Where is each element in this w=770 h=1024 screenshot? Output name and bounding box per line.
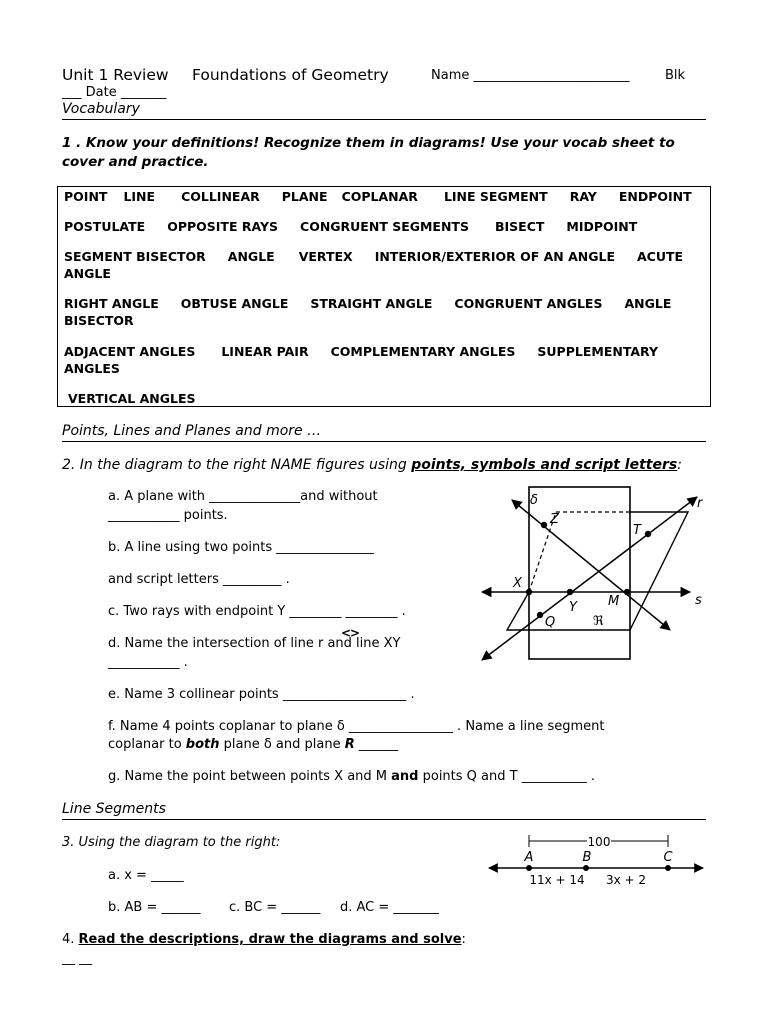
divider [62, 441, 706, 442]
q3-d: d. AC = _______ [340, 900, 439, 915]
label-r: r [697, 496, 703, 511]
q2-g-text: points Q and T __________ . [418, 769, 595, 784]
q2-g-and: and [391, 769, 419, 784]
label-q: Q [545, 615, 556, 630]
q2-b-line1: b. A line using two points _______________ [108, 540, 374, 555]
line-through-m [512, 500, 670, 630]
q2-f-text: coplanar to [108, 737, 186, 752]
vocab-term: ADJACENT ANGLES [64, 344, 196, 359]
q2-intro-colon: : [677, 457, 682, 473]
vocab-term: ANGLE [227, 249, 275, 264]
vocabulary-box [57, 186, 711, 407]
vocab-term: COMPLEMENTARY ANGLES [330, 344, 516, 359]
vocab-term: RIGHT ANGLE [64, 296, 159, 311]
q2-e: e. Name 3 collinear points ___________________ . [108, 687, 415, 702]
q4-intro [62, 932, 466, 947]
point-x [526, 589, 532, 595]
q2-f-text: plane δ and plane [219, 737, 345, 752]
vocab-row-4 [64, 295, 704, 329]
vocab-term: BISECT [494, 219, 545, 234]
ab-expression: 11x + 14 [529, 873, 585, 887]
vocab-term: SEGMENT BISECTOR [64, 249, 206, 264]
vocab-term: OBTUSE ANGLE [180, 296, 289, 311]
q3-intro: 3. Using the diagram to the right: [62, 835, 281, 850]
q2-f-plane-r: R [344, 737, 355, 752]
vocab-term: OPPOSITE RAYS [167, 219, 279, 234]
vocab-term: POSTULATE [64, 219, 146, 234]
q2-a-line2: ___________ points. [108, 508, 228, 523]
q2-intro-text: 2. In the diagram to the right NAME figures using [62, 457, 412, 473]
q3-c: c. BC = ______ [229, 900, 321, 915]
vocab-term: VERTEX [298, 249, 353, 264]
vocab-term: COLLINEAR [181, 189, 260, 204]
vocab-term: COPLANAR [341, 189, 418, 204]
vocab-term: LINE [123, 189, 156, 204]
point-t [645, 531, 651, 537]
date-field: ___ Date _______ [62, 85, 167, 100]
vocab-term: LINEAR PAIR [221, 344, 309, 359]
blk-field: Blk [665, 68, 686, 83]
point-b [583, 865, 589, 871]
vocab-term: MIDPOINT [566, 219, 638, 234]
q2-intro [62, 457, 682, 473]
q3-a: a. x = _____ [108, 868, 184, 883]
point-m [624, 589, 630, 595]
q2-c: c. Two rays with endpoint Y ________ ________ . [108, 604, 406, 619]
q1-line1: 1 . Know your definitions! Recognize them in diagrams! Use your vocab sheet to [62, 135, 675, 151]
vocab-row-1 [64, 188, 704, 205]
label-delta: δ [530, 493, 538, 508]
vocab-term: SUPPLEMENTARY ANGLES [64, 344, 659, 376]
vocab-term: ENDPOINT [618, 189, 692, 204]
q2-f-line1: f. Name 4 points coplanar to plane δ ________________ . Name a line segment [108, 719, 605, 734]
label-m: M [608, 594, 620, 609]
q3-b: b. AB = ______ [108, 900, 201, 915]
q2-b-line2: and script letters _________ . [108, 572, 290, 587]
label-y: Y [569, 600, 577, 615]
vocab-term: VERTICAL ANGLES [68, 391, 196, 406]
vocab-term: INTERIOR/EXTERIOR OF AN ANGLE [374, 249, 615, 264]
vocab-term: CONGRUENT SEGMENTS [300, 219, 469, 234]
point-a [526, 865, 532, 871]
q2-intro-emphasis: points, symbols and script letters [411, 457, 678, 473]
vocab-term: RAY [569, 189, 597, 204]
q4-emphasis: Read the descriptions, draw the diagrams and solve [78, 932, 462, 947]
label-z: Z [550, 512, 559, 527]
q2-g [108, 769, 595, 784]
section-vocabulary: Vocabulary [62, 101, 140, 117]
label-s: s [695, 593, 702, 608]
vocab-term: ACUTE ANGLE [64, 249, 684, 281]
point-c [665, 865, 671, 871]
q2-d-line1: d. Name the intersection of line r and line XY [108, 636, 401, 651]
bc-expression: 3x + 2 [605, 873, 647, 887]
vocab-row-5 [64, 343, 704, 377]
total-length-label: 100 [587, 835, 611, 849]
planes-lines-diagram [470, 480, 715, 670]
label-x: X [513, 576, 522, 591]
q1-line2: cover and practice. [62, 154, 209, 170]
vocab-term: PLANE [281, 189, 328, 204]
q4-number: 4. [62, 932, 79, 947]
divider [62, 819, 706, 820]
line-symbol: <> [341, 626, 360, 640]
q2-f-both: both [185, 737, 220, 752]
label-b: B [582, 850, 592, 865]
vocab-term: STRAIGHT ANGLE [310, 296, 433, 311]
section-points-lines-planes: Points, Lines and Planes and more … [62, 423, 322, 439]
q2-f-line2 [108, 737, 398, 752]
point-q [537, 612, 543, 618]
segment-diagram [480, 828, 705, 890]
plane-r-visible [507, 592, 529, 630]
q2-a-line1: a. A plane with ______________and without [108, 489, 378, 504]
label-c: C [663, 850, 673, 865]
vocab-term: POINT [64, 189, 108, 204]
point-y [567, 589, 573, 595]
label-plane-r: ℜ [593, 614, 604, 629]
plane-delta [529, 487, 630, 659]
header-title: Foundations of Geometry [192, 66, 389, 84]
vocab-row-3 [64, 248, 704, 282]
vocab-term: CONGRUENT ANGLES [454, 296, 603, 311]
point-z [541, 522, 547, 528]
vocab-term: LINE SEGMENT [443, 189, 548, 204]
q2-f-text: ______ [354, 737, 398, 752]
label-t: T [633, 523, 641, 538]
label-a: A [524, 850, 534, 865]
vocab-row-2 [64, 218, 704, 235]
q2-g-text: g. Name the point between points X and M [108, 769, 392, 784]
section-line-segments: Line Segments [62, 801, 166, 817]
q2-d-line2: ___________ . [108, 655, 188, 670]
header-unit: Unit 1 Review [62, 66, 169, 84]
vocab-term: ANGLE BISECTOR [64, 296, 672, 328]
divider [62, 119, 706, 120]
q4-colon: : [461, 932, 466, 947]
name-field: Name ________________________ [431, 68, 630, 83]
q4-blanks: __ __ [62, 951, 93, 966]
vocab-row-6 [68, 390, 704, 407]
